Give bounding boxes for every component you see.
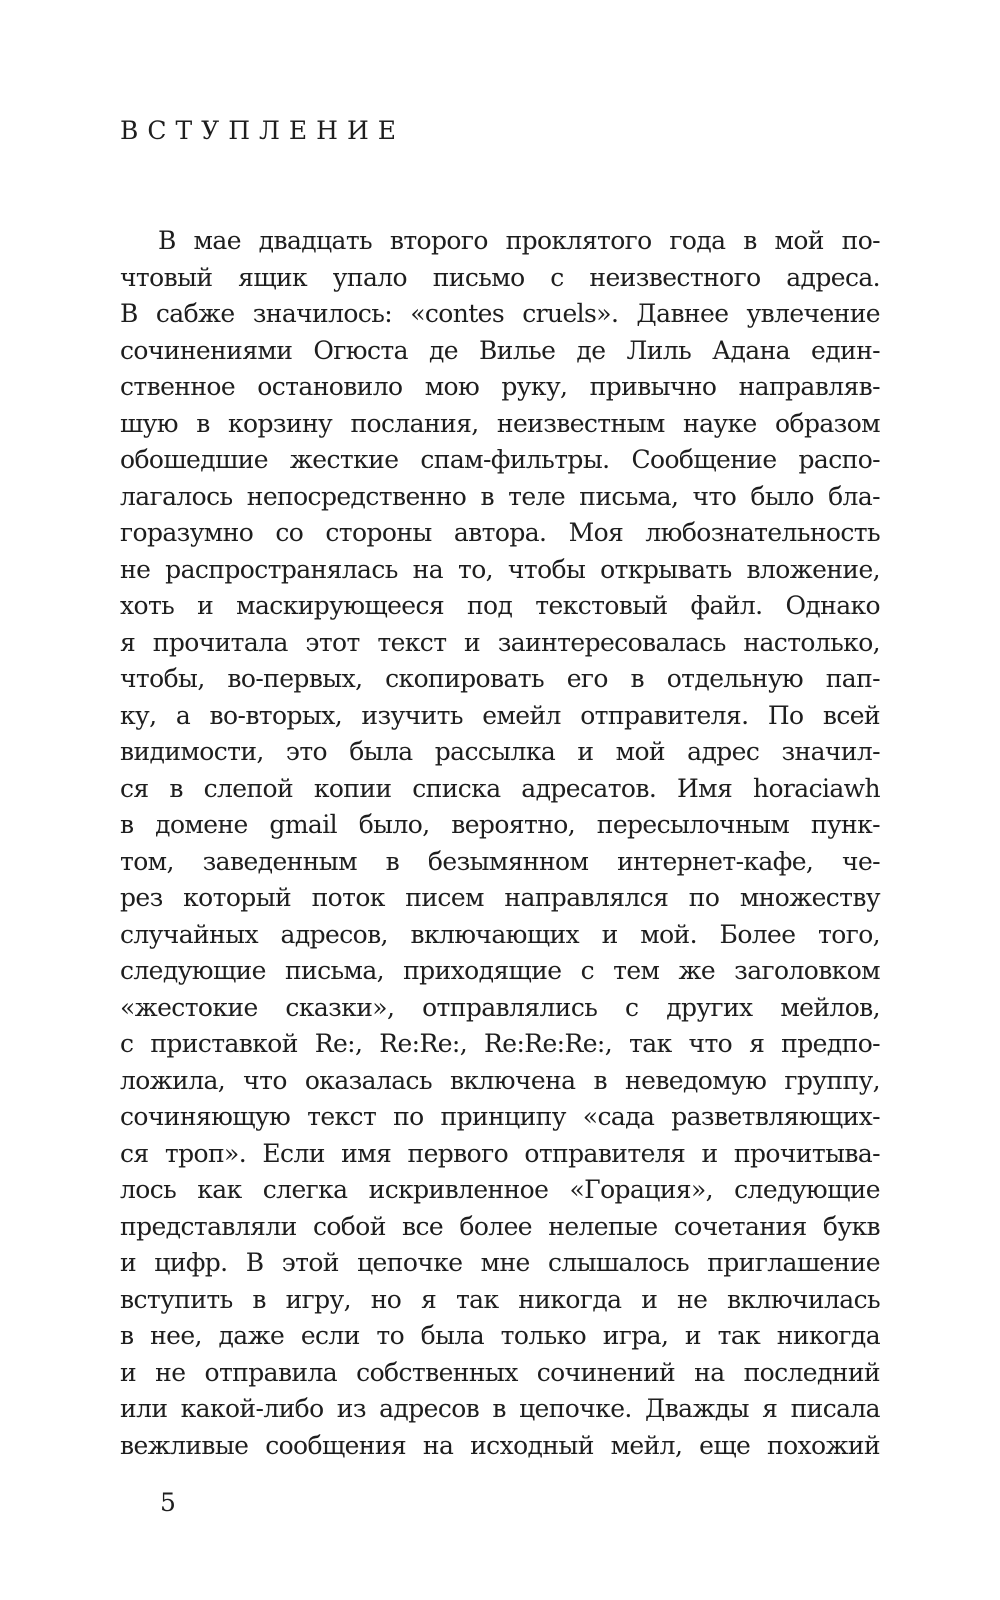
text-line: ся в слепой копии списка адресатов. Имя horaciawh	[120, 773, 880, 803]
text-line: лагалось непосредственно в теле письма, что было бла-	[120, 481, 880, 511]
text-line: ку, а во-вторых, изучить емейл отправителя. По всей	[120, 700, 880, 730]
text-line: ся троп». Если имя первого отправителя и прочитыва-	[120, 1138, 880, 1168]
text-line: не распространялась на то, чтобы открывать вложение,	[120, 554, 880, 584]
text-line: я прочитала этот текст и заинтересовалась настолько,	[120, 627, 880, 657]
text-line: В сабже значилось: «contes cruels». Давнее увлечение	[120, 299, 880, 328]
text-line: сочинениями Огюста де Вилье де Лиль Адана един-	[120, 335, 880, 365]
text-line: шую в корзину послания, неизвестным науке образом	[120, 408, 880, 438]
text-line: хоть и маскирующееся под текстовый файл. Однако	[120, 591, 880, 620]
text-line: ложила, что оказалась включена в неведомую группу,	[120, 1065, 880, 1095]
text-line: чтовый ящик упало письмо с неизвестного адреса.	[120, 262, 880, 292]
text-line: чтобы, во-первых, скопировать его в отдельную пап-	[120, 664, 880, 693]
text-line: случайных адресов, включающих и мой. Более того,	[120, 919, 880, 949]
text-line: обошедшие жесткие спам-фильтры. Сообщение распо-	[120, 445, 880, 474]
text-line: в нее, даже если то была только игра, и так никогда	[120, 1321, 880, 1350]
text-line: в домене gmail было, вероятно, пересылочным пунк-	[120, 810, 880, 839]
text-line: видимости, это была рассылка и мой адрес значил-	[120, 737, 880, 766]
text-line: том, заведенным в безымянном интернет-кафе, че-	[120, 846, 880, 876]
text-line: ственное остановило мою руку, привычно направляв-	[120, 372, 880, 401]
text-line: вступить в игру, но я так никогда и не включилась	[120, 1284, 880, 1314]
chapter-heading: ВСТУПЛЕНИЕ	[120, 116, 406, 145]
text-line: сочиняющую текст по принципу «сада разветвляющих-	[120, 1102, 880, 1131]
text-line: следующие письма, приходящие с тем же заголовком	[120, 956, 880, 985]
text-line: и не отправила собственных сочинений на последний	[120, 1357, 880, 1387]
text-line: лось как слегка искривленное «Горация», следующие	[120, 1175, 880, 1204]
text-line: горазумно со стороны автора. Моя любознательность	[120, 518, 880, 547]
text-line: и цифр. В этой цепочке мне слышалось приглашение	[120, 1248, 880, 1277]
text-line: вежливые сообщения на исходный мейл, еще похожий	[120, 1430, 880, 1460]
body-text	[120, 223, 880, 1464]
text-line: представляли собой все более нелепые сочетания букв	[120, 1211, 880, 1241]
text-line: или какой-либо из адресов в цепочке. Дважды я писала	[120, 1394, 880, 1423]
text-line: рез который поток писем направлялся по множеству	[120, 883, 880, 912]
text-line: «жестокие сказки», отправлялись с других мейлов,	[120, 992, 880, 1022]
page-number: 5	[160, 1488, 176, 1517]
text-line: В мае двадцать второго проклятого года в мой по-	[158, 226, 880, 255]
text-line: с приставкой Re:, Re:Re:, Re:Re:Re:, так что я предпо-	[120, 1029, 880, 1058]
